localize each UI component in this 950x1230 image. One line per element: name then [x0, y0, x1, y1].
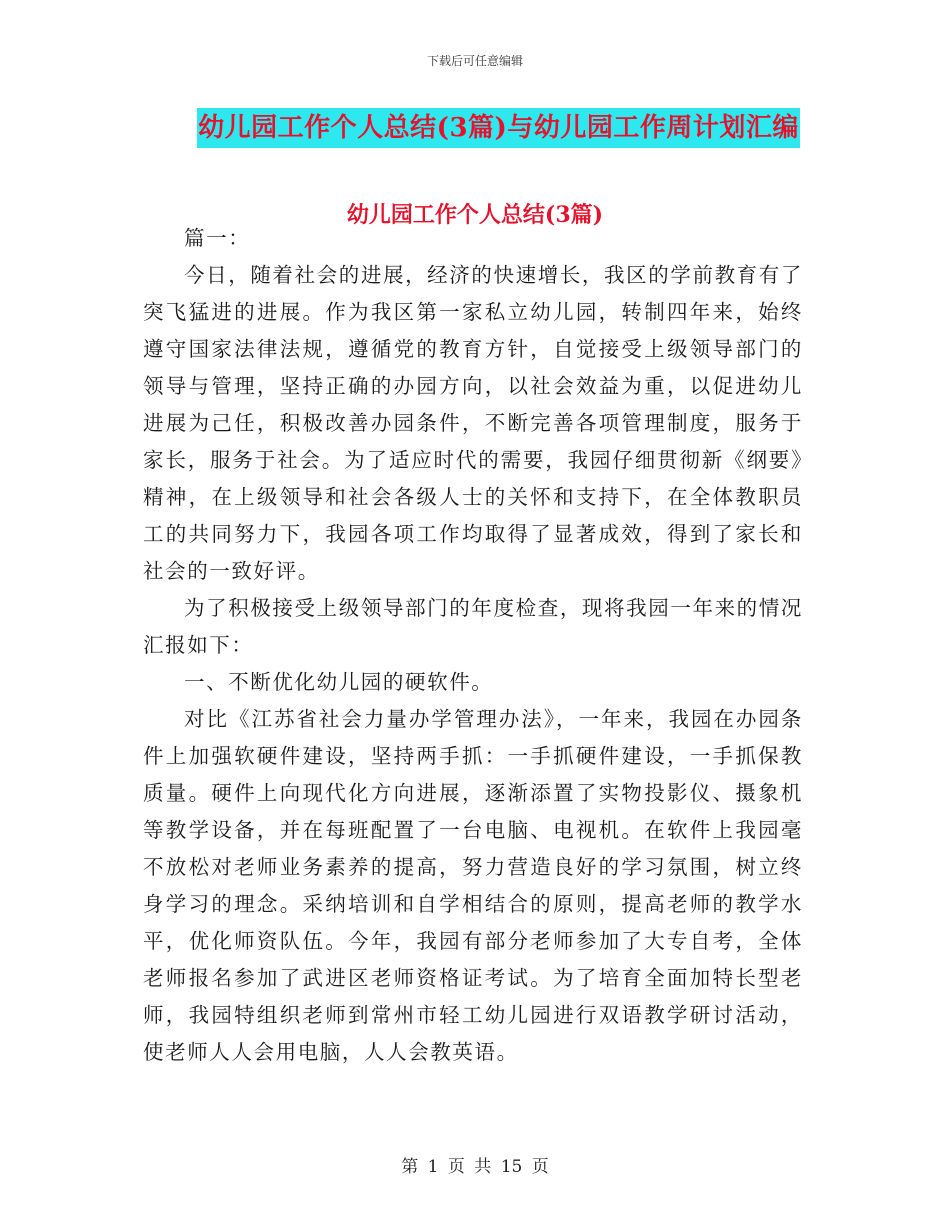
page-number: 第 1 页 共 15 页 [401, 1157, 549, 1177]
section-title: 幼儿园工作个人总结(3篇) [346, 202, 604, 228]
paragraph: 今日，随着社会的进展，经济的快速增长，我区的学前教育有了突飞猛进的进展。作为我区第一家私立幼儿园，转制四年来，始终遵守国家法律法规，遵循党的教育方针，自觉接受上级领导部门的领导与管理，坚持正确的办园方向，以社会效益为重，以促进幼儿进展为己任，积极改善办园条件，不断完善各项管理制度，服务于家长，服务于社会。为了适应时代的需要，我园仔细贯彻新《纲要》精神，在上级领导和社会各级人士的关怀和支持下，在全体教职员工的共同努力下，我园各项工作均取得了显著成效，得到了家长和社会的一致好评。 [143, 263, 803, 583]
document-body [143, 220, 803, 1071]
paragraph: 篇一： [184, 226, 251, 250]
main-title: 幼儿园工作个人总结(3篇)与幼儿园工作周计划汇编 [198, 113, 799, 143]
paragraph: 一、不断优化幼儿园的硬软件。 [184, 670, 494, 694]
paragraph: 为了积极接受上级领导部门的年度检查，现将我园一年来的情况汇报如下： [143, 596, 803, 657]
main-title-highlight [197, 108, 800, 148]
page-header-note: 下载后可任意编辑 [426, 54, 523, 68]
paragraph: 对比《江苏省社会力量办学管理办法》，一年来，我园在办园条件上加强软硬件建设，坚持两手抓：一手抓硬件建设，一手抓保教质量。硬件上向现代化方向进展，逐渐添置了实物投影仪、摄象机等教学设备，并在每班配置了一台电脑、电视机。在软件上我园毫不放松对老师业务素养的提高，努力营造良好的学习氛围，树立终身学习的理念。采纳培训和自学相结合的原则，提高老师的教学水平，优化师资队伍。今年，我园有部分老师参加了大专自考，全体老师报名参加了武进区老师资格证考试。为了培育全面加特长型老师，我园特组织老师到常州市轻工幼儿园进行双语教学研讨活动，使老师人人会用电脑，人人会教英语。 [143, 707, 803, 1064]
